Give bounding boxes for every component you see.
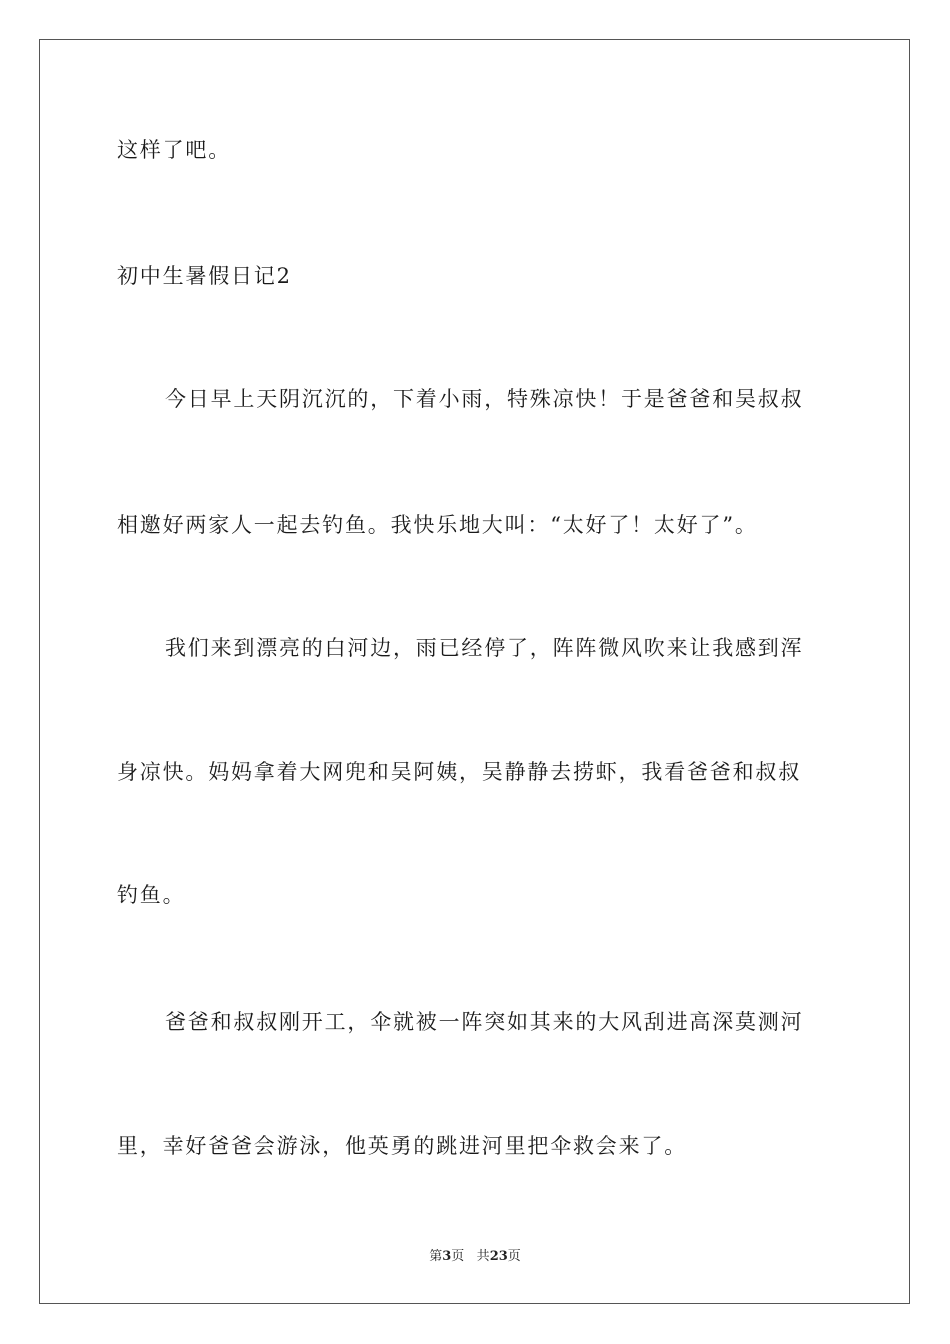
footer-total-prefix: 共	[476, 1249, 490, 1264]
footer-total-pages: 23	[489, 1249, 508, 1264]
page-border	[39, 39, 910, 1304]
text-line-1: 这样了吧。	[117, 138, 231, 162]
section-title: 初中生暑假日记2	[117, 264, 292, 288]
footer-page-number: 3	[442, 1249, 452, 1264]
page-footer	[0, 1247, 950, 1267]
paragraph-2-line-2: 身凉快。妈妈拿着大网兜和吴阿姨，吴静静去捞虾，我看爸爸和叔叔	[117, 760, 801, 784]
paragraph-2-line-3: 钓鱼。	[117, 883, 186, 907]
paragraph-3-line-2: 里，幸好爸爸会游泳，他英勇的跳进河里把伞救会来了。	[117, 1134, 687, 1158]
footer-total-suffix: 页	[507, 1249, 521, 1264]
paragraph-3-line-1: 爸爸和叔叔刚开工，伞就被一阵突如其来的大风刮进高深莫测河	[165, 1010, 804, 1034]
footer-page-suffix: 页	[451, 1249, 465, 1264]
paragraph-2-line-1: 我们来到漂亮的白河边，雨已经停了，阵阵微风吹来让我感到浑	[165, 636, 804, 660]
paragraph-1-line-2: 相邀好两家人一起去钓鱼。我快乐地大叫：“太好了！太好了”。	[117, 513, 758, 537]
paragraph-1-line-1: 今日早上天阴沉沉的，下着小雨，特殊凉快！于是爸爸和吴叔叔	[165, 387, 804, 411]
footer-page-prefix: 第	[429, 1249, 443, 1264]
